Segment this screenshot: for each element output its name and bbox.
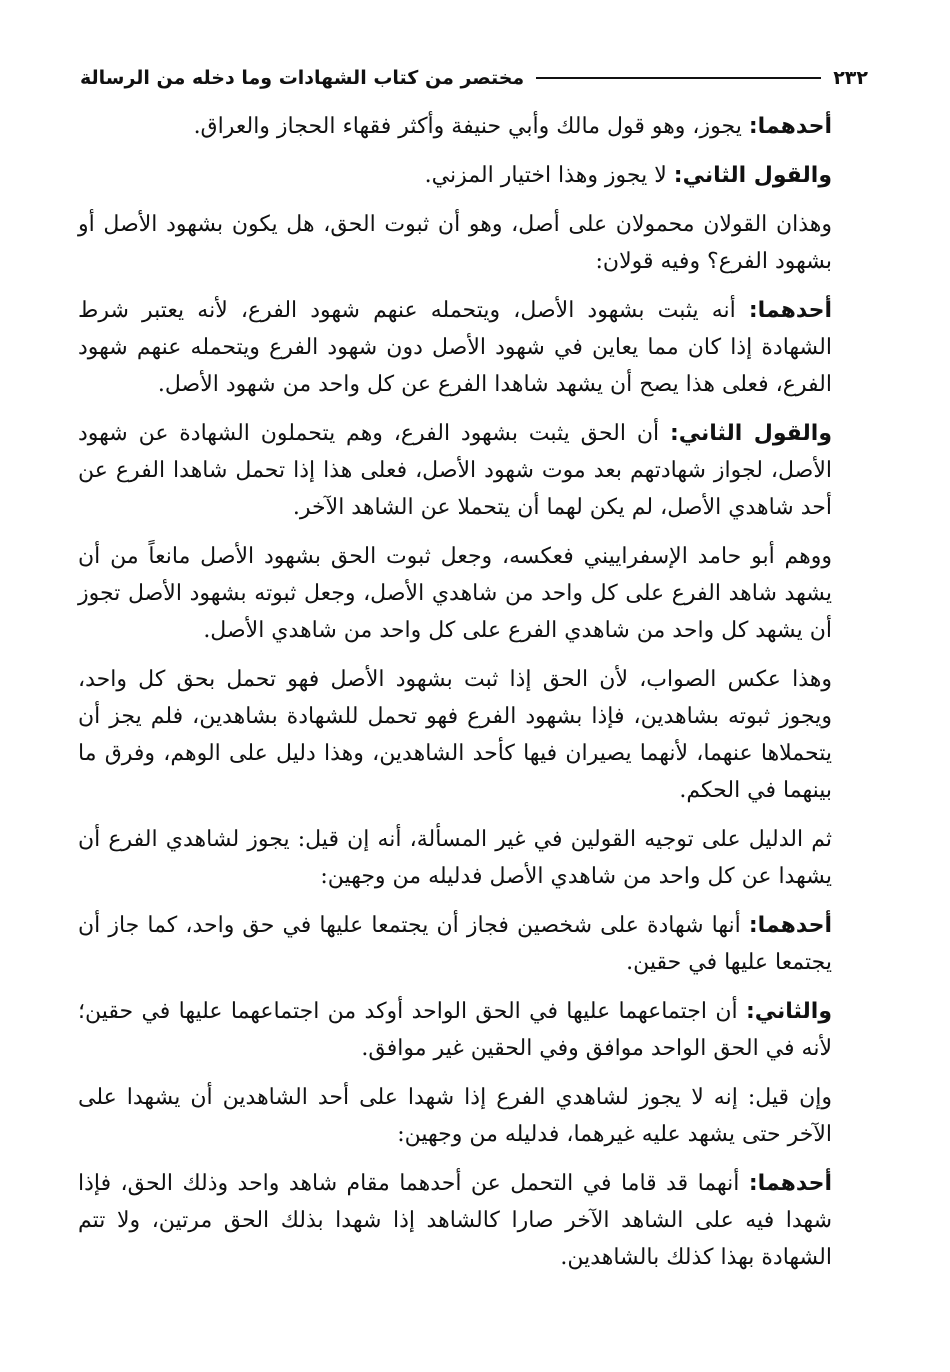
paragraph-text: يجوز، وهو قول مالك وأبي حنيفة وأكثر فقهاء الحجاز والعراق. [193, 114, 749, 139]
paragraph-lead: أحدهما: [748, 298, 832, 323]
paragraph-text: أن اجتماعهما عليها في الحق الواحد أوكد من اجتماعهما عليها في حقين؛ لأنه في الحق الواحد موافق وفي الحقين غير موافق. [78, 999, 832, 1061]
paragraph [78, 292, 832, 403]
paragraph [78, 157, 832, 194]
paragraph [78, 538, 832, 649]
paragraph-lead: والقول الثاني: [673, 163, 832, 188]
paragraph-text: وإن قيل: إنه لا يجوز لشاهدي الفرع إذا شهدا على أحد الشاهدين أن يشهدا على الآخر حتى يشهد عليه غيرهما، فدليله من وجهين: [78, 1085, 832, 1147]
paragraph-lead: والثاني: [745, 999, 832, 1024]
paragraph-lead: والقول الثاني: [669, 421, 832, 446]
paragraph-text: أنها شهادة على شخصين فجاز أن يجتمعا عليها في حق واحد، كما جاز أن يجتمعا عليها في حقين. [78, 913, 832, 975]
paragraph-text: ثم الدليل على توجيه القولين في غير المسألة، أنه إن قيل: يجوز لشاهدي الفرع أن يشهدا عن كل واحد من شاهدي الأصل فدليله من وجهين: [78, 827, 832, 889]
paragraph-lead: أحدهما: [748, 913, 832, 938]
body-text [78, 108, 832, 1288]
paragraph-text: أنهما قد قاما في التحمل عن أحدهما مقام شاهد واحد وذلك الحق، فإذا شهدا فيه على الشاهد الآخر صارا كالشاهد إذا شهدا بذلك الحق مرتين، ولا تتم الشهادة بهذا كذلك بالشاهدين. [78, 1171, 832, 1270]
paragraph [78, 661, 832, 809]
paragraph [78, 821, 832, 895]
paragraph [78, 206, 832, 280]
paragraph [78, 993, 832, 1067]
paragraph-text: وهذان القولان محمولان على أصل، وهو أن ثبوت الحق، هل يكون بشهود الأصل أو بشهود الفرع؟ وفيه قولان: [78, 212, 832, 274]
page-number: ٢٣٢ [833, 67, 868, 89]
paragraph-text: وهذا عكس الصواب، لأن الحق إذا ثبت بشهود الأصل فهو تحمل بحق كل واحد، ويجوز ثبوته بشاهدين، فإذا بشهود الفرع فهو تحمل للشهادة بشاهدين، فلم يجز أن يتحملاها عنهما، لأنهما يصيران فيها كأحد الشاهدين، وهذا دليل على الوهم، وفرق ما بينهما في الحكم. [78, 667, 832, 803]
paragraph [78, 907, 832, 981]
running-header [80, 58, 868, 98]
paragraph [78, 1079, 832, 1153]
paragraph-lead: أحدهما: [748, 1171, 832, 1196]
paragraph [78, 415, 832, 526]
paragraph-text: أن الحق يثبت بشهود الفرع، وهم يتحملون الشهادة عن شهود الأصل، لجواز شهادتهم بعد موت شهود الأصل، فعلى هذا إذا تحمل شاهدا الفرع عن أحد شاهدي الأصل، لم يكن لهما أن يتحملا عن الشاهد الآخر. [78, 421, 832, 520]
paragraph-text: أنه يثبت بشهود الأصل، ويتحمله عنهم شهود الفرع، لأنه يعتبر شرط الشهادة إذا كان مما يعاين في شهود الأصل دون شهود الفرع ويتحمله عنهم شهود الفرع، فعلى هذا يصح أن يشهد شاهدا الفرع عن كل واحد من شهود الأصل. [78, 298, 832, 397]
header-rule [536, 77, 821, 79]
paragraph [78, 108, 832, 145]
header-title: مختصر من كتاب الشهادات وما دخله من الرسالة [80, 67, 525, 89]
paragraph-text: لا يجوز وهذا اختيار المزني. [424, 163, 674, 188]
paragraph [78, 1165, 832, 1276]
paragraph-lead: أحدهما: [748, 114, 832, 139]
paragraph-text: ووهم أبو حامد الإسفراييني فعكسه، وجعل ثبوت الحق بشهود الأصل مانعاً من أن يشهد شاهد الفرع على كل واحد من شاهدي الأصل، وجعل ثبوته بشهود الأصل تجوز أن يشهد كل واحد من شاهدي الفرع على كل واحد من شاهدي الأصل. [78, 544, 832, 643]
